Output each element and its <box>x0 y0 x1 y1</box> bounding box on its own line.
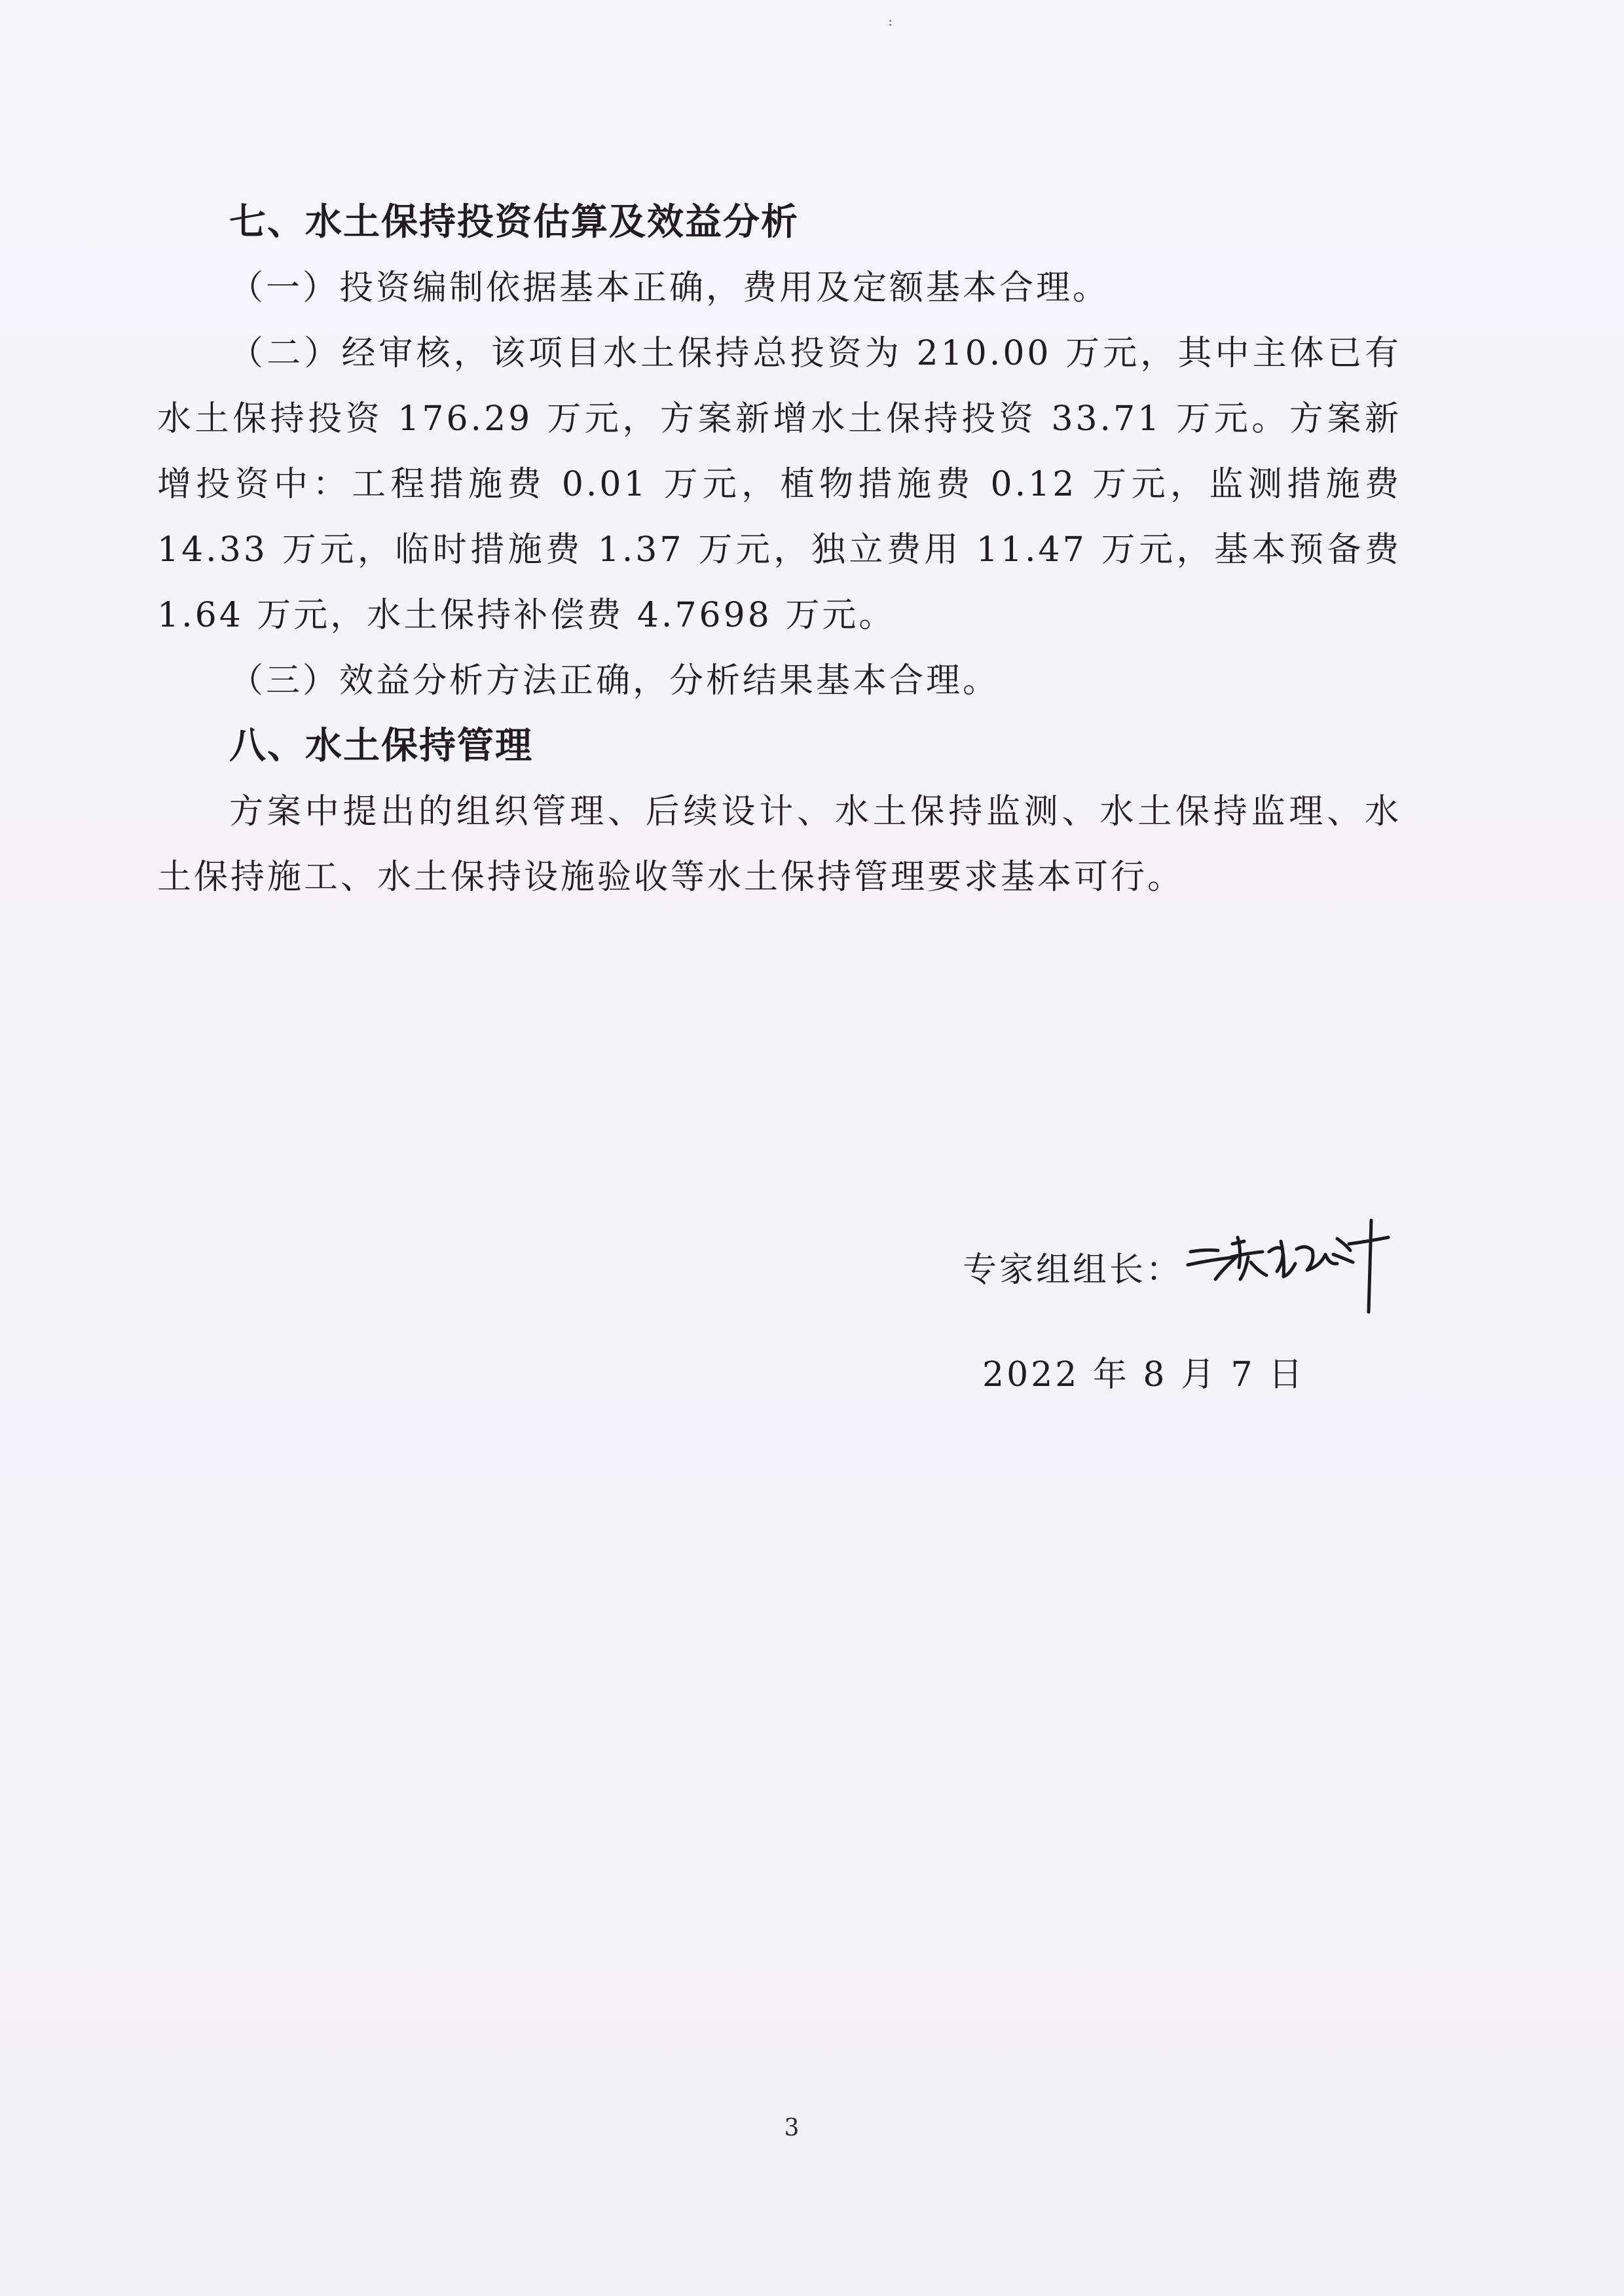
scan-speck: : <box>888 13 893 29</box>
section-7-paragraph-3: （三）效益分析方法正确，分析结果基本合理。 <box>229 661 1000 701</box>
document-body <box>157 190 1401 910</box>
section-7-paragraph-2: （二）经审核，该项目水土保持总投资为 210.00 万元，其中主体已有水土保持投资 176.29 万元，方案新增水土保持投资 33.71 万元。方案新增投资中：工程措施费 0.01 万元，植物措施费 0.12 万元，监测措施费 14.33 万元，临时措施费 1.37 万元，独立费用 11.47 万元，基本预备费 1.64 万元，水土保持补偿费 4.7698 万元。 <box>157 334 1401 635</box>
signature-block <box>963 1224 1421 1408</box>
section-8-paragraph-1: 方案中提出的组织管理、后续设计、水土保持监测、水土保持监理、水土保持施工、水土保持设施验收等水土保持管理要求基本可行。 <box>157 792 1401 897</box>
signature-label: 专家组组长： <box>963 1250 1183 1290</box>
section-8-heading: 八、水土保持管理 <box>229 725 533 767</box>
handwritten-signature <box>1185 1211 1401 1316</box>
section-7-paragraph-1: （一）投资编制依据基本正确，费用及定额基本合理。 <box>229 268 1110 308</box>
page-number: 3 <box>784 2115 800 2141</box>
signature-line <box>963 1224 1421 1316</box>
section-7-heading: 七、水土保持投资估算及效益分析 <box>229 201 799 244</box>
signature-date: 2022 年 8 月 7 日 <box>982 1355 1306 1394</box>
